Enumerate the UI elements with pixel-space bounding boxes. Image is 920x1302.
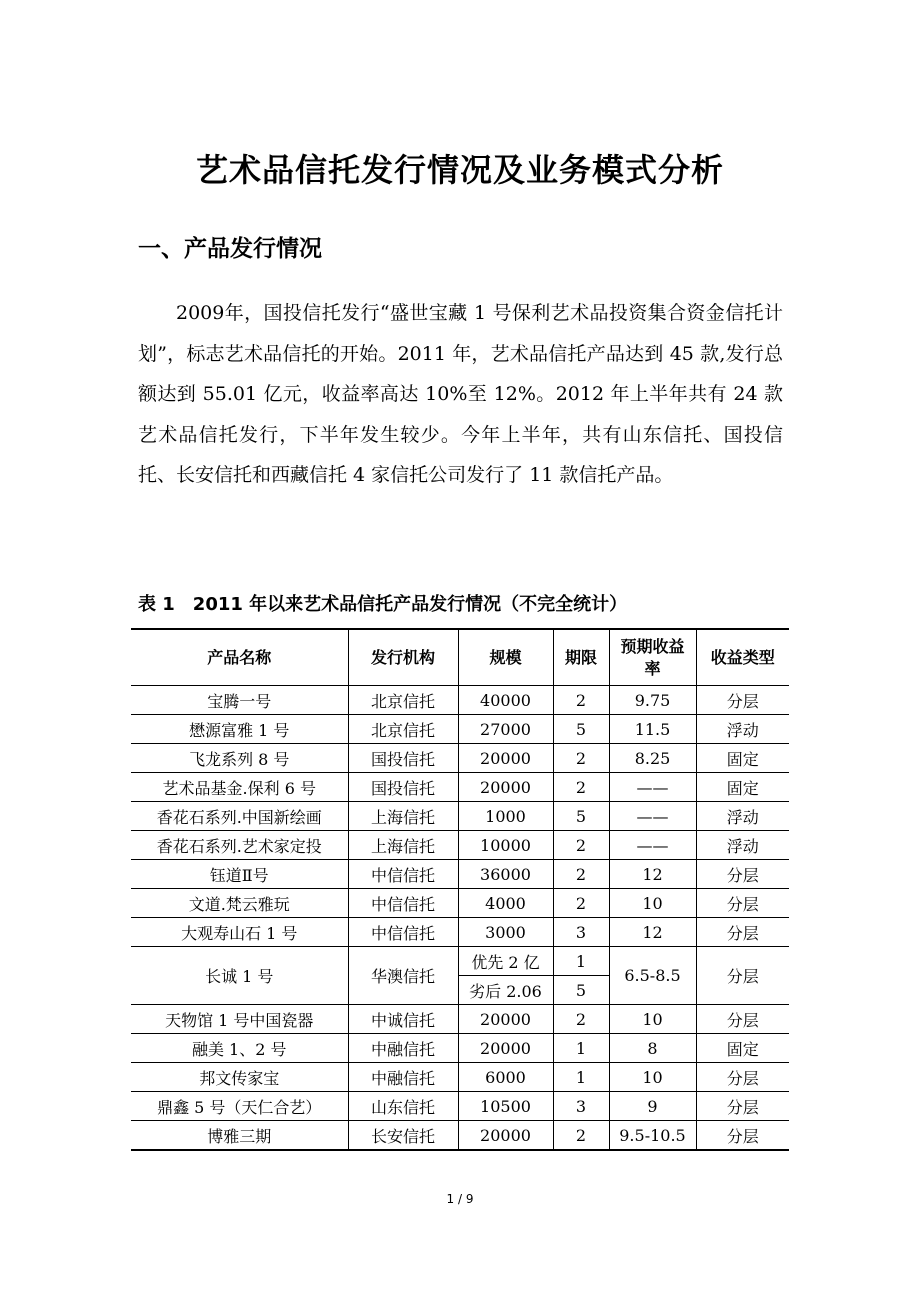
trust-products-table — [131, 628, 789, 1151]
cell-yield: 11.5 — [609, 715, 696, 744]
cell-name: 大观寿山石 1 号 — [131, 918, 348, 947]
cell-type: 分层 — [696, 918, 789, 947]
cell-scale: 27000 — [458, 715, 553, 744]
header-scale: 规模 — [458, 629, 553, 686]
table-row — [131, 860, 789, 889]
table-row — [131, 715, 789, 744]
section-heading: 一、产品发行情况 — [138, 236, 322, 262]
cell-scale: 3000 — [458, 918, 553, 947]
cell-yield: 10 — [609, 1063, 696, 1092]
cell-issuer: 中融信托 — [348, 1034, 458, 1063]
cell-name: 钰道Ⅱ号 — [131, 860, 348, 889]
table-row — [131, 1005, 789, 1034]
cell-scale: 40000 — [458, 686, 553, 715]
cell-type: 分层 — [696, 1063, 789, 1092]
cell-type: 分层 — [696, 1092, 789, 1121]
cell-yield: 10 — [609, 1005, 696, 1034]
cell-scale: 20000 — [458, 1005, 553, 1034]
cell-name: 飞龙系列 8 号 — [131, 744, 348, 773]
cell-yield: 9 — [609, 1092, 696, 1121]
document-title: 艺术品信托发行情况及业务模式分析 — [195, 151, 724, 189]
cell-yield: 8.25 — [609, 744, 696, 773]
header-yield: 预期收益率 — [609, 629, 696, 686]
cell-term: 3 — [553, 1092, 609, 1121]
page-number: 1 / 9 — [446, 1192, 474, 1206]
cell-scale: 20000 — [458, 1034, 553, 1063]
table-row — [131, 1034, 789, 1063]
table-row — [131, 918, 789, 947]
cell-yield: 9.75 — [609, 686, 696, 715]
cell-type: 浮动 — [696, 831, 789, 860]
cell-name: 融美 1、2 号 — [131, 1034, 348, 1063]
cell-issuer: 国投信托 — [348, 744, 458, 773]
header-type: 收益类型 — [696, 629, 789, 686]
body-paragraph: 2009年，国投信托发行“盛世宝藏 1 号保利艺术品投资集合资金信托计划”，标志艺术品信托的开始。2011 年，艺术品信托产品达到 45 款,发行总额达到 55.01 亿元，收益率高达 10%至 12%。2012 年上半年共有 24 款艺术品信托发行，下半年发生较少。今年上半年，共有山东信托、国投信托、长安信托和西藏信托 4 家信托公司发行了 11 款信托产品。 — [138, 302, 783, 487]
cell-name: 香花石系列.中国新绘画 — [131, 802, 348, 831]
cell-issuer: 上海信托 — [348, 831, 458, 860]
cell-issuer: 北京信托 — [348, 686, 458, 715]
cell-term: 5 — [553, 802, 609, 831]
header-name: 产品名称 — [131, 629, 348, 686]
table-row — [131, 1063, 789, 1092]
table-row — [131, 831, 789, 860]
table-row — [131, 744, 789, 773]
cell-issuer: 中诚信托 — [348, 1005, 458, 1034]
cell-issuer: 中信信托 — [348, 918, 458, 947]
cell-issuer: 上海信托 — [348, 802, 458, 831]
cell-scale: 1000 — [458, 802, 553, 831]
cell-scale: 20000 — [458, 773, 553, 802]
cell-type: 分层 — [696, 889, 789, 918]
cell-term: 1 — [553, 1063, 609, 1092]
header-term: 期限 — [553, 629, 609, 686]
cell-yield: 9.5-10.5 — [609, 1121, 696, 1151]
cell-yield: 12 — [609, 860, 696, 889]
cell-issuer: 山东信托 — [348, 1092, 458, 1121]
cell-yield: 6.5-8.5 — [609, 947, 696, 1005]
cell-yield: —— — [609, 831, 696, 860]
cell-issuer: 国投信托 — [348, 773, 458, 802]
cell-type: 分层 — [696, 1005, 789, 1034]
cell-yield: 12 — [609, 918, 696, 947]
cell-issuer: 中信信托 — [348, 889, 458, 918]
table-header-row — [131, 629, 789, 686]
cell-term: 1 — [553, 1034, 609, 1063]
cell-scale: 10000 — [458, 831, 553, 860]
cell-yield: 8 — [609, 1034, 696, 1063]
cell-name: 鼎鑫 5 号（天仁合艺） — [131, 1092, 348, 1121]
cell-name: 长诚 1 号 — [131, 947, 348, 1005]
cell-type: 分层 — [696, 686, 789, 715]
cell-term: 5 — [553, 715, 609, 744]
table-row — [131, 1121, 789, 1151]
cell-type: 固定 — [696, 773, 789, 802]
cell-issuer: 中融信托 — [348, 1063, 458, 1092]
table-row — [131, 947, 789, 976]
table-row — [131, 889, 789, 918]
cell-term: 2 — [553, 860, 609, 889]
cell-yield: 10 — [609, 889, 696, 918]
cell-scale: 6000 — [458, 1063, 553, 1092]
table-row — [131, 802, 789, 831]
cell-term: 2 — [553, 831, 609, 860]
cell-scale: 10500 — [458, 1092, 553, 1121]
cell-name: 邦文传家宝 — [131, 1063, 348, 1092]
cell-term: 2 — [553, 686, 609, 715]
cell-name: 文道.梵云雅玩 — [131, 889, 348, 918]
cell-yield: —— — [609, 802, 696, 831]
cell-yield: —— — [609, 773, 696, 802]
cell-type: 分层 — [696, 1121, 789, 1151]
cell-term: 2 — [553, 1005, 609, 1034]
cell-type: 固定 — [696, 1034, 789, 1063]
cell-term: 5 — [553, 976, 609, 1005]
cell-name: 香花石系列.艺术家定投 — [131, 831, 348, 860]
cell-term: 1 — [553, 947, 609, 976]
cell-type: 浮动 — [696, 715, 789, 744]
cell-term: 2 — [553, 744, 609, 773]
cell-issuer: 华澳信托 — [348, 947, 458, 1005]
cell-type: 分层 — [696, 947, 789, 1005]
table-row — [131, 686, 789, 715]
cell-issuer: 中信信托 — [348, 860, 458, 889]
table-caption: 表 1 2011 年以来艺术品信托产品发行情况（不完全统计） — [138, 594, 628, 615]
table-row — [131, 1092, 789, 1121]
cell-issuer: 北京信托 — [348, 715, 458, 744]
cell-term: 2 — [553, 889, 609, 918]
cell-name: 博雅三期 — [131, 1121, 348, 1151]
cell-scale: 36000 — [458, 860, 553, 889]
cell-type: 浮动 — [696, 802, 789, 831]
cell-name: 宝腾一号 — [131, 686, 348, 715]
cell-term: 2 — [553, 773, 609, 802]
cell-scale: 20000 — [458, 744, 553, 773]
cell-issuer: 长安信托 — [348, 1121, 458, 1151]
cell-name: 艺术品基金.保利 6 号 — [131, 773, 348, 802]
cell-type: 固定 — [696, 744, 789, 773]
cell-scale: 20000 — [458, 1121, 553, 1151]
cell-term: 3 — [553, 918, 609, 947]
cell-scale: 优先 2 亿 — [458, 947, 553, 976]
table-row — [131, 773, 789, 802]
cell-scale: 劣后 2.06 — [458, 976, 553, 1005]
cell-type: 分层 — [696, 860, 789, 889]
cell-name: 天物馆 1 号中国瓷器 — [131, 1005, 348, 1034]
cell-name: 懋源富雅 1 号 — [131, 715, 348, 744]
cell-term: 2 — [553, 1121, 609, 1151]
header-issuer: 发行机构 — [348, 629, 458, 686]
cell-scale: 4000 — [458, 889, 553, 918]
